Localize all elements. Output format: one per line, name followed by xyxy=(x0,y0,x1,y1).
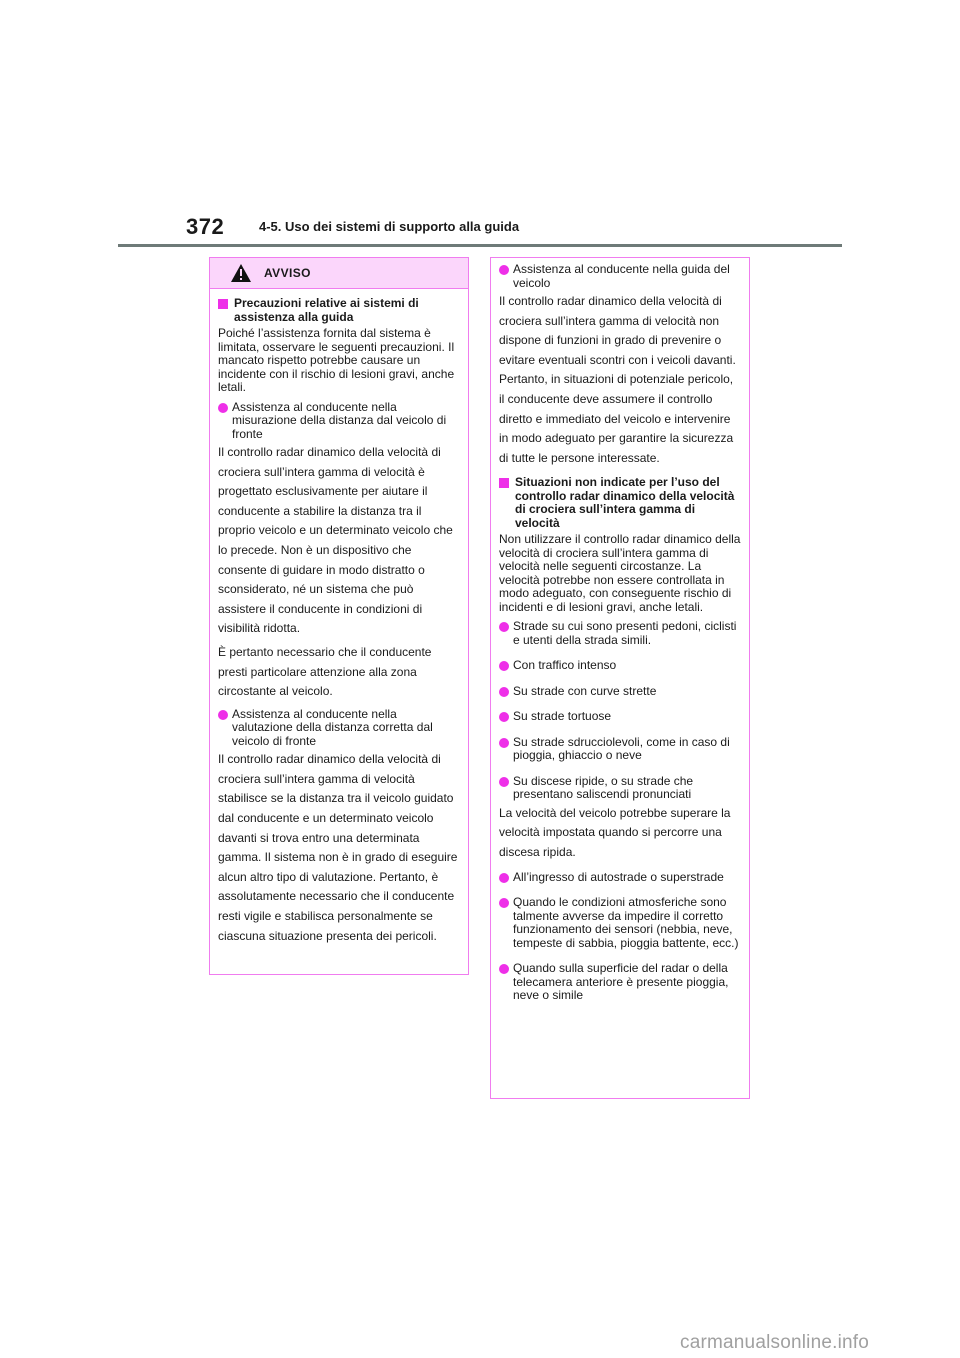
paragraph: Il controllo radar dinamico della velocità di crociera sull’intera gamma di velocità stabilisce se la distanza tra il veicolo guidato dal conducente e un determinato veicolo davanti si trova entro una determinata gamma. Il sistema non è in grado di eseguire alcun altro tipo di valutazione. Pertanto, è assolutamente necessario che il conducente resti vigile e stabilisca personalmente se ciascuna situazione presenta dei pericoli. xyxy=(218,752,458,943)
list-item: Strade su cui sono presenti pedoni, ciclisti e utenti della strada simili. xyxy=(499,620,741,647)
list-item: Su strade sdrucciolevoli, come in caso di pioggia, ghiaccio o neve xyxy=(499,736,741,763)
section-heading: Precauzioni relative ai sistemi di assistenza alla guida xyxy=(218,297,460,324)
circle-bullet-icon xyxy=(499,622,509,632)
circle-bullet-icon xyxy=(499,873,509,883)
paragraph: Non utilizzare il controllo radar dinamico della velocità di crociera sull’intera gamma di velocità nelle seguenti circostanze. La velocità potrebbe non essere controllata in modo adeguato, con conseguente rischio di incidenti e di lesioni gravi, anche letali. xyxy=(499,532,741,614)
list-item: Quando le condizioni atmosferiche sono talmente avverse da impedire il corretto funzionamento dei sensori (nebbia, neve, tempeste di sabbia, pioggia battente, ecc.) xyxy=(499,896,741,950)
paragraph: Il controllo radar dinamico della velocità di crociera sull’intera gamma di velocità è progettato esclusivamente per aiutare il conducente a stabilire la distanza tra il proprio veicolo e un determinato veicolo che lo precede. Non è un dispositivo che consente di guidare in modo distratto o sconsiderato, né un sistema che può assistere il conducente in condizioni di visibilità ridotta. xyxy=(218,445,453,636)
circle-bullet-icon xyxy=(499,265,509,275)
list-item: Con traffico intenso xyxy=(499,659,741,673)
circle-bullet-icon xyxy=(499,661,509,671)
warning-label: AVVISO xyxy=(264,266,311,280)
circle-bullet-icon xyxy=(499,738,509,748)
list-item: Su discese ripide, o su strade che presentano saliscendi pronunciati xyxy=(499,775,741,802)
circle-bullet-icon xyxy=(218,710,228,720)
paragraph: Poiché l’assistenza fornita dal sistema è limitata, osservare le seguenti precauzioni. Il mancato rispetto potrebbe causare un incidente con il rischio di lesioni gravi, anche letali. xyxy=(218,326,455,394)
paragraph: È pertanto necessario che il conducente presti particolare attenzione alla zona circostante al veicolo. xyxy=(218,644,432,699)
header-divider xyxy=(118,244,842,247)
bullet-item: Assistenza al conducente nella guida del veicolo xyxy=(499,263,741,290)
warning-triangle-icon xyxy=(230,263,252,283)
section-title: 4-5. Uso dei sistemi di supporto alla guida xyxy=(259,219,520,234)
circle-bullet-icon xyxy=(499,687,509,697)
list-item: Su strade tortuose xyxy=(499,710,741,724)
section-heading: Situazioni non indicate per l’uso del controllo radar dinamico della velocità di crociera sull’intera gamma di velocità xyxy=(499,476,741,530)
square-bullet-icon xyxy=(218,299,228,309)
bullet-item: Assistenza al conducente nella misurazione della distanza dal veicolo di fronte xyxy=(218,401,460,442)
warning-header xyxy=(210,258,468,289)
list-item: Su strade con curve strette xyxy=(499,685,741,699)
page-number: 372 xyxy=(186,214,225,239)
square-bullet-icon xyxy=(499,478,509,488)
bullet-item: Assistenza al conducente nella valutazione della distanza corretta dal veicolo di fronte xyxy=(218,708,460,749)
paragraph: Il controllo radar dinamico della velocità di crociera sull’intera gamma di velocità non dispone di funzioni in grado di prevenire o evitare eventuali scontri con i veicoli davanti. Pertanto, in situazioni di potenziale pericolo, il conducente deve assumere il controllo diretto e immediato del veicolo e intervenire in modo adeguato per garantire la sicurezza di tutte le persone interessate. xyxy=(499,294,736,465)
circle-bullet-icon xyxy=(499,964,509,974)
watermark-link[interactable]: carmanualsonline.info xyxy=(680,1332,870,1353)
circle-bullet-icon xyxy=(499,712,509,722)
warning-box-continued xyxy=(490,257,750,1099)
circle-bullet-icon xyxy=(499,898,509,908)
list-item: Quando sulla superficie del radar o della telecamera anteriore è presente pioggia, neve o simile xyxy=(499,962,741,1003)
circle-bullet-icon xyxy=(218,403,228,413)
warning-box xyxy=(209,257,469,975)
list-item: All’ingresso di autostrade o superstrade xyxy=(499,871,741,885)
paragraph: La velocità del veicolo potrebbe superare la velocità impostata quando si percorre una discesa ripida. xyxy=(499,805,731,860)
circle-bullet-icon xyxy=(499,777,509,787)
